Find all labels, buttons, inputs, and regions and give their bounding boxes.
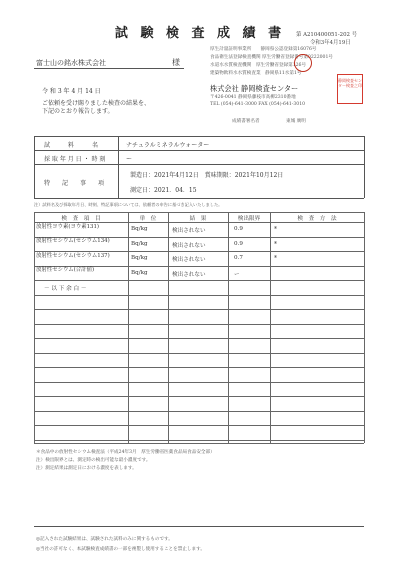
table-row-border bbox=[34, 443, 364, 444]
company-name: 株式会社 静岡検査センター bbox=[210, 84, 299, 93]
table-cell-result: 検出されない bbox=[172, 271, 206, 278]
collection-datetime-value: ー bbox=[126, 156, 133, 163]
table-row-border bbox=[34, 440, 364, 441]
request-date: 令 和 3 年 4 月 14 日 bbox=[42, 88, 101, 95]
bottom-note: ◎記入された試験結果は、試験された試料のみに関するものです。 bbox=[36, 537, 173, 542]
table-cell-unit: Bq/kg bbox=[131, 269, 148, 276]
table-cell-limit: ー bbox=[234, 271, 240, 278]
table-header-cell: 結 果 bbox=[189, 216, 207, 222]
table-row-border bbox=[34, 237, 364, 238]
info-box-top-border bbox=[34, 136, 364, 137]
table-row-border bbox=[34, 367, 364, 368]
table-row-border bbox=[34, 338, 364, 339]
table-column-border bbox=[228, 212, 229, 443]
table-cell-method: * bbox=[274, 240, 277, 248]
collection-datetime-label: 採 取 年 月 日 ・ 時 刻 bbox=[44, 156, 106, 163]
table-cell-limit: 0.7 bbox=[234, 255, 243, 261]
table-cell-item: 放射性セシウム(セシウム134) bbox=[36, 238, 110, 244]
table-header-cell: 単 位 bbox=[139, 216, 157, 222]
document-title: 試 験 検 査 成 績 書 bbox=[114, 26, 286, 41]
info-box-row-border bbox=[34, 164, 364, 165]
table-row-border bbox=[34, 266, 364, 267]
method-note: ＊食品中の放射性セシウム検査法（平成24年3月 厚生労働省医薬食品局食品安全部） bbox=[36, 450, 215, 455]
table-header-cell: 検 査 方 法 bbox=[297, 216, 337, 222]
addressee-underline bbox=[34, 68, 184, 69]
table-cell-unit: Bq/kg bbox=[131, 240, 148, 247]
table-cell-limit: 0.9 bbox=[234, 226, 243, 232]
table-row-border bbox=[34, 411, 364, 412]
table-cell-item: 放射性ヨウ素(ヨウ素131) bbox=[36, 223, 100, 230]
signer-name: 東城 廣明 bbox=[286, 119, 306, 124]
table-row-border bbox=[34, 396, 364, 397]
registration-line: 厚生計量証明事業所 静岡県公認登録第16076号 bbox=[210, 47, 317, 52]
table-cell-result: 検出されない bbox=[172, 228, 206, 234]
table-cell-limit: 0.9 bbox=[234, 240, 243, 247]
company-phone: TEL (054)-641-3000 FAX (054)-641-3010 bbox=[210, 102, 306, 107]
info-box-left-border bbox=[34, 136, 35, 198]
bottom-notes-divider bbox=[34, 526, 364, 527]
sample-info-footnote: 注）試料名及び採取年月日、時刻、特記事項については、依頼者の申告に基づき記入いたしました。 bbox=[34, 202, 223, 207]
table-row-border bbox=[34, 251, 364, 252]
table-cell-unit: Bq/kg bbox=[131, 255, 148, 261]
table-row-border bbox=[34, 295, 364, 296]
intro-text-line2: 下記のとおり報告します。 bbox=[42, 108, 114, 115]
table-cell-method: * bbox=[274, 226, 277, 233]
company-address: 〒426-0041 静岡県藤枝市高柳2310番地 bbox=[210, 95, 296, 100]
addressee-suffix: 様 bbox=[172, 58, 180, 67]
table-column-border bbox=[364, 212, 365, 443]
document-number: 第 A210400051-202 号 bbox=[296, 32, 358, 38]
registration-line: 水道水水質検査機関 厚生労働省登録第126号 bbox=[210, 63, 307, 68]
addressee-name: 富士山の銘水株式会社 bbox=[36, 59, 106, 67]
table-row-border bbox=[34, 222, 364, 223]
sample-name-label: 試 料 名 bbox=[44, 142, 99, 149]
signer-label: 成績書署名者 bbox=[232, 119, 260, 124]
table-cell-item: 放射性セシウム(セシウム137) bbox=[36, 252, 110, 259]
issue-date: 令和3年4月19日 bbox=[310, 40, 351, 46]
table-column-border bbox=[34, 212, 35, 443]
table-row-border bbox=[34, 353, 364, 354]
registration-line: 建築物飲料水水質検査業 静岡県11水第1号 bbox=[210, 71, 302, 76]
registration-line: 食品衛生法登録検査機関 厚生労働省登録番号第0222001号 bbox=[210, 55, 333, 60]
table-row-border bbox=[34, 382, 364, 383]
info-box-right-border bbox=[364, 136, 365, 198]
special-notes-label: 特 記 事 項 bbox=[44, 180, 105, 187]
info-box-row-border bbox=[34, 150, 364, 151]
sample-name-value: ナチュラルミネラルウォーター bbox=[126, 142, 210, 149]
company-seal-stamp: 静岡検査センター検査之印 bbox=[337, 74, 363, 104]
table-end-marker: － 以 下 余 白 － bbox=[44, 286, 87, 292]
table-row-border bbox=[34, 309, 364, 310]
table-cell-result: 検出されない bbox=[172, 257, 206, 263]
table-header-cell: 検 査 項 目 bbox=[61, 216, 101, 222]
table-cell-item: 放射性セシウム(合計値) bbox=[36, 267, 95, 273]
intro-text-line1: ご依頼を受け賜りました検査の結果を、 bbox=[42, 100, 151, 107]
table-row-border bbox=[34, 280, 364, 281]
table-row-border bbox=[34, 425, 364, 426]
method-note: 注）測定結果は測定日における濃度を表します。 bbox=[36, 466, 137, 471]
table-column-border bbox=[270, 212, 271, 443]
table-header-cell: 検出限界 bbox=[237, 216, 261, 222]
table-cell-result: 検出されない bbox=[172, 242, 206, 249]
table-column-border bbox=[128, 212, 129, 443]
table-column-border bbox=[168, 212, 169, 443]
table-row-border bbox=[34, 212, 364, 213]
info-box-bottom-border bbox=[34, 198, 364, 199]
certification-mark-icon bbox=[294, 54, 312, 72]
table-cell-method: * bbox=[274, 255, 277, 262]
special-notes-line1: 製造日：2021年4月12日 賞味期限：2021年10月12日 bbox=[130, 172, 284, 179]
table-cell-unit: Bq/kg bbox=[131, 226, 148, 232]
method-note: 注）検出限界とは、測定時の検出可能な最小濃度です。 bbox=[36, 458, 151, 463]
table-row-border bbox=[34, 324, 364, 325]
special-notes-line2: 測定日：2021．04．15 bbox=[130, 187, 197, 194]
bottom-note: ◎当社の許可なく、本試験検査成績書の一部を複製し使用することを禁止します。 bbox=[36, 547, 205, 552]
info-box-divider bbox=[118, 136, 119, 198]
